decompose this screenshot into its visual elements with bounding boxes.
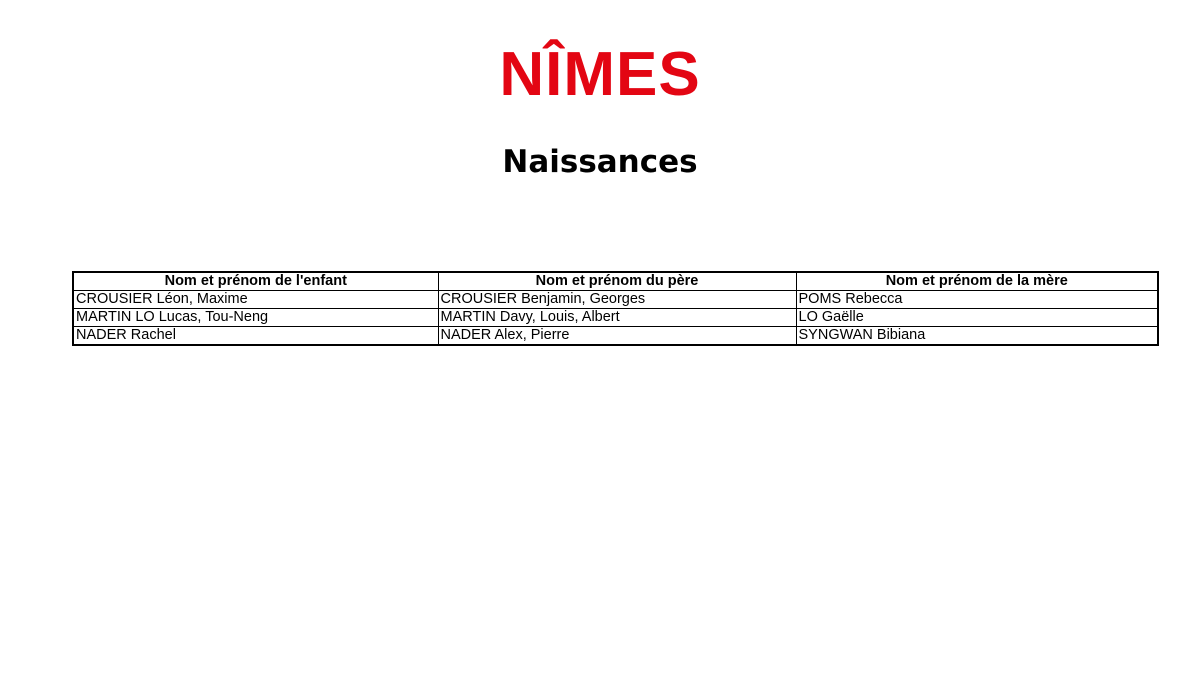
table-row bbox=[73, 309, 1158, 327]
table-row bbox=[73, 291, 1158, 309]
father-name-cell: CROUSIER Benjamin, Georges bbox=[438, 291, 796, 309]
mother-name-cell: POMS Rebecca bbox=[796, 291, 1158, 309]
page-title: Naissances bbox=[502, 144, 698, 180]
column-header-mother: Nom et prénom de la mère bbox=[796, 272, 1158, 291]
nimes-logo: NÎMES bbox=[499, 40, 701, 109]
births-table bbox=[72, 271, 1159, 346]
table-row bbox=[73, 327, 1158, 346]
column-header-father: Nom et prénom du père bbox=[438, 272, 796, 291]
father-name-cell: MARTIN Davy, Louis, Albert bbox=[438, 309, 796, 327]
table-header-row bbox=[73, 272, 1158, 291]
child-name-cell: NADER Rachel bbox=[73, 327, 438, 346]
mother-name-cell: LO Gaëlle bbox=[796, 309, 1158, 327]
father-name-cell: NADER Alex, Pierre bbox=[438, 327, 796, 346]
child-name-cell: MARTIN LO Lucas, Tou-Neng bbox=[73, 309, 438, 327]
mother-name-cell: SYNGWAN Bibiana bbox=[796, 327, 1158, 346]
column-header-child: Nom et prénom de l'enfant bbox=[73, 272, 438, 291]
child-name-cell: CROUSIER Léon, Maxime bbox=[73, 291, 438, 309]
